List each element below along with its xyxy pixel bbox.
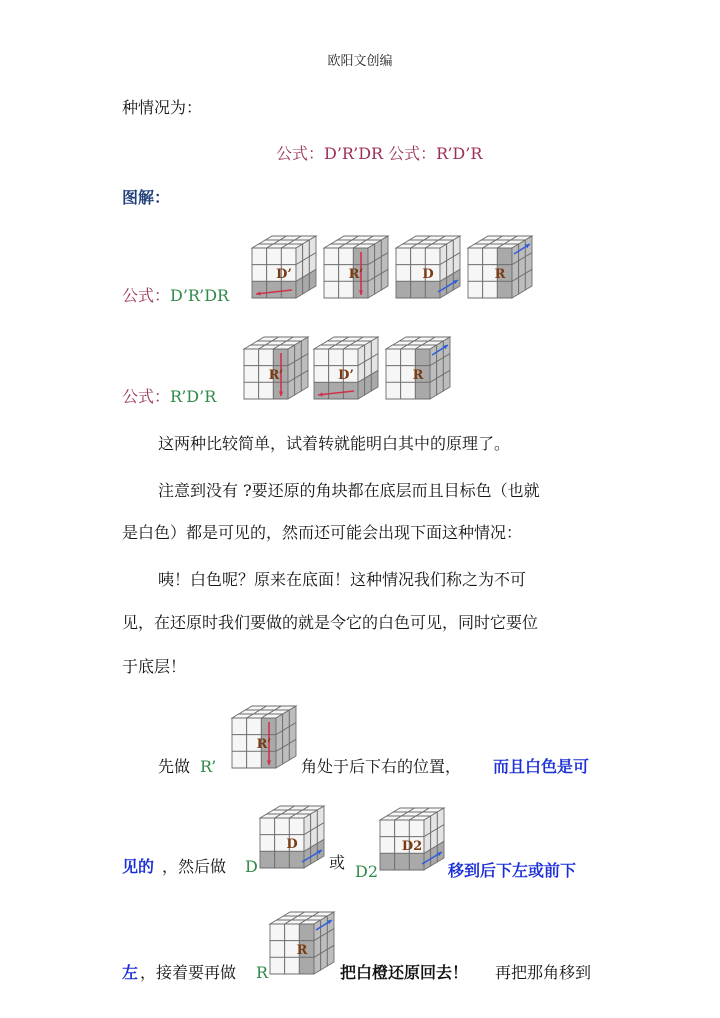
step3-bold: 把白橙还原回去！ bbox=[340, 963, 469, 982]
step2-text: ，然后做 bbox=[162, 857, 227, 876]
step3-text: ，接着要再做 bbox=[140, 963, 237, 982]
step2-move-2: D2 bbox=[355, 862, 379, 881]
step1-emphasis: 而且白色是可 bbox=[493, 757, 590, 776]
formula-row bbox=[276, 144, 482, 164]
svg-text:D: D bbox=[422, 267, 434, 282]
svg-text:R’: R’ bbox=[348, 267, 364, 282]
cube-image bbox=[258, 804, 326, 876]
paragraph-3-line-1: 咦！白色呢？原来在底面！这种情况我们称之为不可 bbox=[158, 570, 527, 589]
svg-text:R: R bbox=[412, 368, 424, 383]
step2-emphasis-2: 移到后下左或前下 bbox=[448, 861, 577, 880]
formula-label-2: 公式： bbox=[388, 144, 437, 163]
cube-image bbox=[242, 335, 310, 407]
page-header: 欧阳文创编 bbox=[327, 54, 393, 69]
formula-value-1: D’R’DR bbox=[324, 144, 384, 163]
cube-image bbox=[384, 335, 452, 407]
intro-text: 种情况为： bbox=[122, 98, 203, 117]
diagram-row1-label bbox=[122, 286, 229, 306]
cube-image bbox=[378, 806, 446, 878]
formula-value-2: R’D’R bbox=[436, 144, 483, 163]
cube-image bbox=[466, 234, 534, 306]
cube-image bbox=[322, 234, 390, 306]
cube-image bbox=[394, 234, 462, 306]
diagram-row2-label bbox=[122, 387, 216, 407]
step1-text: 角处于后下右的位置， bbox=[301, 757, 462, 776]
paragraph-2-line-1: 注意到没有 ?要还原的角块都在底层而且目标色（也就 bbox=[158, 481, 540, 500]
cube-image bbox=[250, 234, 318, 306]
step1-move: R’ bbox=[200, 757, 217, 776]
svg-text:R: R bbox=[296, 943, 308, 958]
diagram-row2-formula: R’D’R bbox=[170, 387, 217, 406]
cube-image bbox=[230, 704, 298, 776]
diagram-row2-prefix: 公式： bbox=[122, 387, 171, 406]
step1-prefix: 先做 bbox=[158, 757, 191, 776]
paragraph-3-line-2: 见，在还原时我们要做的就是令它的白色可见，同时它要位 bbox=[122, 613, 539, 632]
svg-text:R: R bbox=[494, 267, 506, 282]
cube-image bbox=[268, 910, 336, 982]
svg-text:R’: R’ bbox=[268, 368, 284, 383]
formula-label-1: 公式： bbox=[276, 144, 325, 163]
svg-text:D2: D2 bbox=[401, 839, 423, 854]
step2-or: 或 bbox=[329, 853, 346, 872]
paragraph-1: 这两种比较简单，试着转就能明白其中的原理了。 bbox=[158, 434, 511, 453]
paragraph-2-line-2: 是白色）都是可见的，然而还可能会出现下面这种情况： bbox=[122, 523, 523, 542]
cube-image bbox=[312, 335, 380, 407]
diagram-row1-prefix: 公式： bbox=[122, 286, 171, 305]
svg-text:D’: D’ bbox=[276, 267, 292, 282]
diagram-row1-formula: D’R’DR bbox=[170, 286, 230, 305]
step3-emphasis: 左 bbox=[122, 963, 139, 982]
step3-move: R bbox=[256, 963, 269, 982]
svg-text:D’: D’ bbox=[338, 368, 354, 383]
svg-text:D: D bbox=[286, 837, 298, 852]
step3-tail: 再把那角移到 bbox=[495, 963, 592, 982]
diagram-title: 图解： bbox=[122, 188, 171, 207]
svg-text:R’: R’ bbox=[256, 737, 272, 752]
step2-emphasis: 见的 bbox=[122, 857, 155, 876]
step2-move-1: D bbox=[245, 857, 258, 876]
paragraph-3-line-3: 于底层！ bbox=[122, 657, 187, 676]
